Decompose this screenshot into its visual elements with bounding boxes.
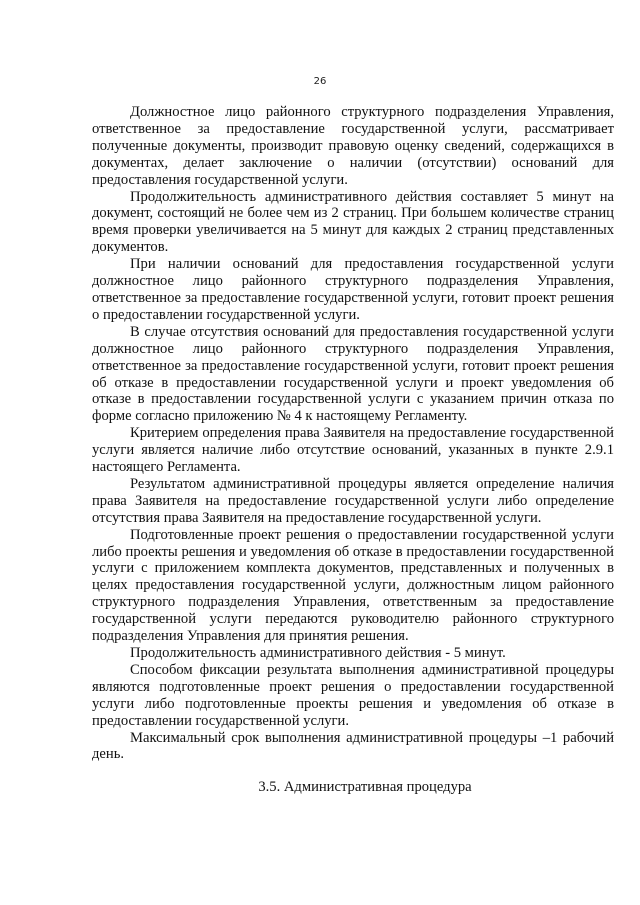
paragraph-prepared-drafts: Подготовленные проект решения о предоставлении государственной услуги либо проекты решения и уведомления об отказе в предоставлении государственной услуги с приложением комплекта документов, представленных и полученных в целях предоставления государственной услуги, должностным лицом районного структурного подразделения Управления, ответственным за предоставление государственной услуги передаются руководителю районного структурного подразделения Управления для принятия решения. — [92, 526, 614, 645]
paragraph-grounds-present: При наличии оснований для предоставления государственной услуги должностное лицо районного структурного подразделения Управления, ответственное за предоставление государственной услуги, готовит проект решения о предоставлении государственной услуги. — [92, 256, 614, 323]
paragraph-review-documents: Должностное лицо районного структурного подразделения Управления, ответственное за предоставление государственной услуги, рассматривает полученные документы, производит правовую оценку сведений, содержащихся в документах, делает заключение о наличии (отсутствии) оснований для предоставления государственной услуги. — [92, 104, 614, 188]
paragraph-grounds-absent: В случае отсутствия оснований для предоставления государственной услуги должностное лицо районного структурного подразделения Управления, ответственное за предоставление государственной услуги, готовит проект решения об отказе в предоставлении государственной услуги и проект уведомления об отказе в предоставлении государственной услуги с указанием причин отказа по форме согласно приложению № 4 к настоящему Регламенту. — [92, 323, 614, 425]
page-number: 26 — [313, 76, 327, 87]
paragraph-max-term: Максимальный срок выполнения административной процедуры –1 рабочий день. — [92, 729, 614, 763]
section-heading: 3.5. Административная процедура — [258, 779, 472, 795]
paragraph-action-duration: Продолжительность административного действия - 5 минут. — [130, 645, 506, 661]
document-body — [92, 104, 614, 763]
paragraph-result: Результатом административной процедуры является определение наличия права Заявителя на предоставление государственной услуги либо определение отсутствия права Заявителя на предоставление государственной услуги. — [92, 475, 614, 526]
paragraph-criterion: Критерием определения права Заявителя на предоставление государственной услуги является наличие либо отсутствие оснований, указанных в пункте 2.9.1 настоящего Регламента. — [92, 425, 614, 476]
paragraph-fixation-method: Способом фиксации результата выполнения административной процедуры являются подготовленные проект решения о предоставлении государственной услуги либо подготовленные проекты решения и уведомления об отказе в предоставлении государственной услуги. — [92, 661, 614, 729]
paragraph-review-duration: Продолжительность административного действия составляет 5 минут на документ, состоящий не более чем из 2 страниц. При большем количестве страниц время проверки увеличивается на 5 минут для каждых 2 страниц представленных документов. — [92, 188, 614, 256]
